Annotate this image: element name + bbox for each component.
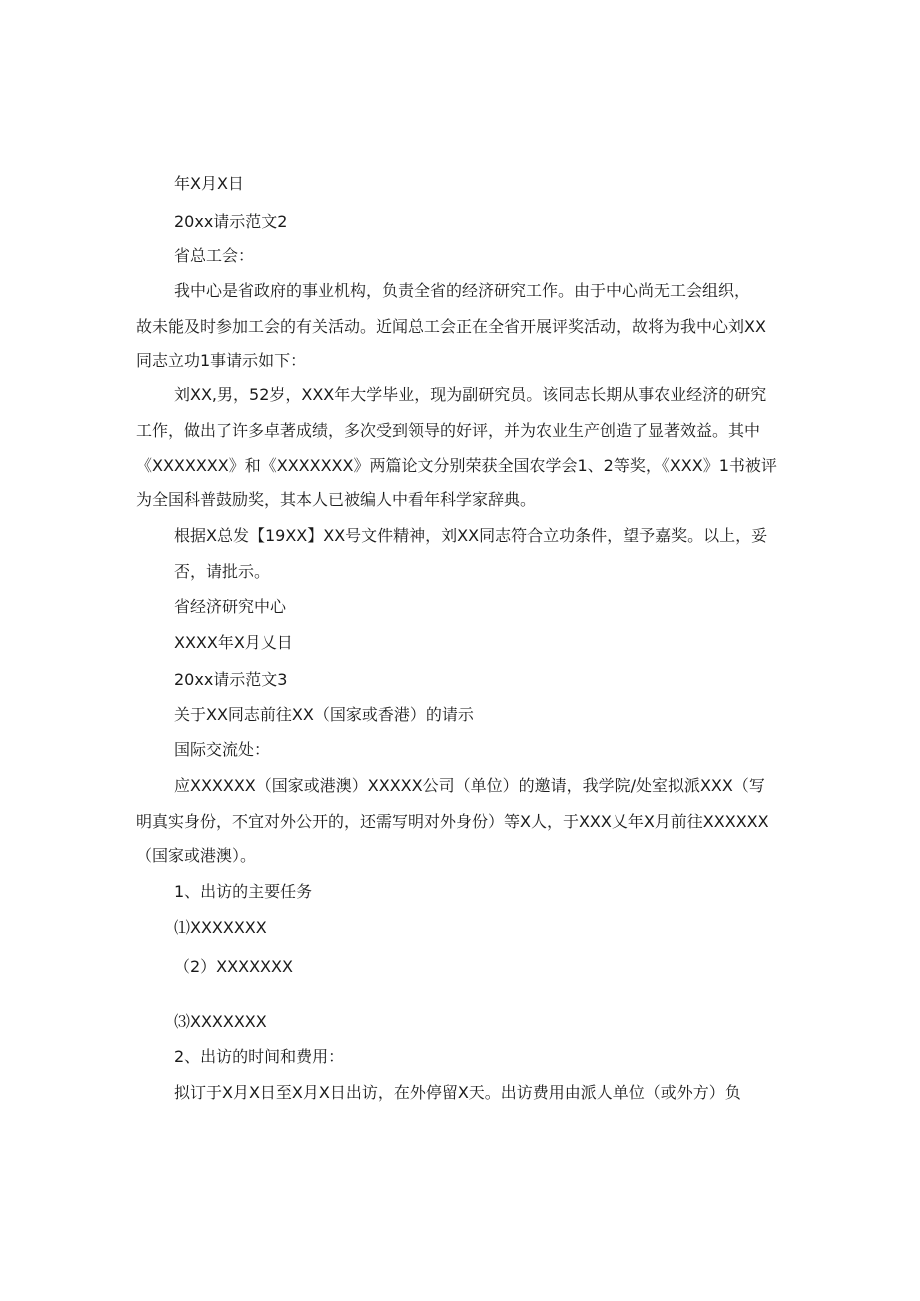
paragraph-line: 根据X总发【19XX】XX号文件精神，刘XX同志符合立功条件，望予嘉奖。以上，妥 — [174, 526, 768, 545]
list-heading: 1、出访的主要任务 — [174, 882, 313, 901]
signature-date: XXXX年X月乂日 — [174, 633, 293, 652]
list-heading: 2、出访的时间和费用： — [174, 1047, 345, 1066]
list-item: ⑴XXXXXXX — [174, 918, 267, 937]
paragraph-line: 明真实身份，不宜对外公开的，还需写明对外身份）等X人，于XXX乂年X月前往XXXXXX — [136, 812, 769, 831]
paragraph-line: 故未能及时参加工会的有关活动。近闻总工会正在全省开展评奖活动，故将为我中心刘XX — [136, 317, 766, 336]
list-item: （2）XXXXXXX — [174, 957, 293, 976]
paragraph-line: 我中心是省政府的事业机构，负责全省的经济研究工作。由于中心尚无工会组织， — [174, 281, 751, 300]
paragraph-line: 刘XX,男，52岁，XXX年大学毕业，现为副研究员。该同志长期从事农业经济的研究 — [174, 385, 767, 404]
paragraph-line: 应XXXXXX（国家或港澳）XXXXX公司（单位）的邀请，我学院/处室拟派XXX（写 — [174, 776, 765, 795]
paragraph-line: 拟订于X月X日至X月X日出访，在外停留X天。出访费用由派人单位（或外方）负 — [174, 1083, 741, 1102]
section-heading-3: 20xx请示范文3 — [174, 670, 288, 689]
section-heading-2: 20xx请示范文2 — [174, 212, 288, 231]
paragraph-line: 工作，做出了许多卓著成绩，多次受到领导的好评，并为农业生产创造了显著效益。其中 — [136, 421, 761, 440]
signature-org: 省经济研究中心 — [174, 597, 287, 616]
paragraph-line: 为全国科普鼓励奖，其本人已被编人中看年科学家辞典。 — [136, 490, 537, 509]
paragraph-line: 否，请批示。 — [174, 562, 271, 581]
addressee: 国际交流处： — [174, 740, 271, 759]
request-title: 关于XX同志前往XX（国家或香港）的请示 — [174, 705, 474, 724]
paragraph-line: 《XXXXXXX》和《XXXXXXX》两篇论文分别荣获全国农学会1、2等奖，《XXX》1书被评 — [136, 456, 777, 475]
paragraph-line: 同志立功1事请示如下： — [136, 351, 307, 370]
paragraph-line: （国家或港澳）。 — [136, 846, 257, 865]
list-item: ⑶XXXXXXX — [174, 1012, 267, 1031]
date-line: 年X月X日 — [174, 174, 244, 193]
addressee: 省总工会： — [174, 246, 255, 265]
